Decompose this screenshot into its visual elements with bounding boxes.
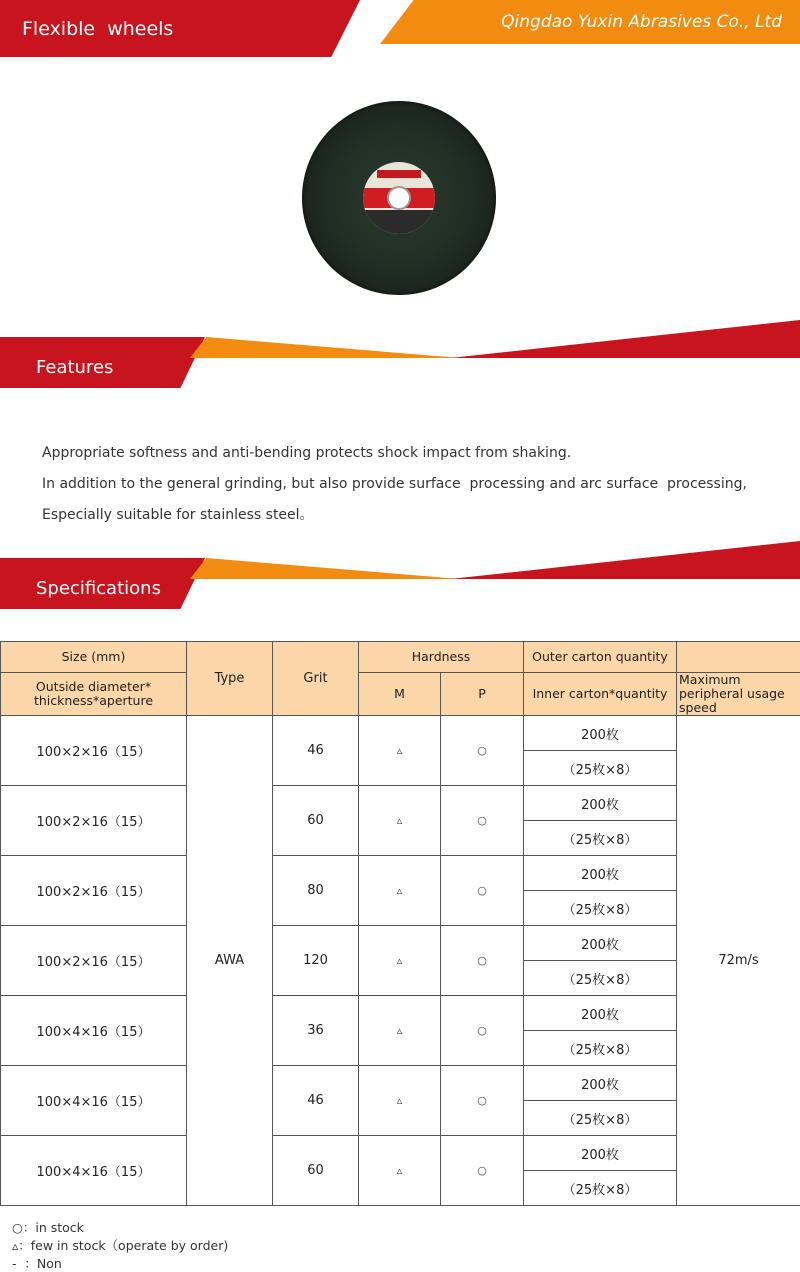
hardness-p-cell: ○ xyxy=(441,716,524,786)
size-cell: 100×4×16（15） xyxy=(1,1136,187,1206)
header-hardness: Hardness xyxy=(359,642,524,673)
features-banner xyxy=(0,320,800,388)
hardness-m-cell: ▵ xyxy=(359,716,441,786)
header-size: Size (mm) xyxy=(1,642,187,673)
grit-cell: 60 xyxy=(273,1136,359,1206)
size-cell: 100×2×16（15） xyxy=(1,786,187,856)
grit-cell: 120 xyxy=(273,926,359,996)
header-blank xyxy=(677,642,800,673)
table-body xyxy=(1,716,800,1206)
hardness-p-cell: ○ xyxy=(441,786,524,856)
header-max-speed: Maximum peripheral usage speed xyxy=(677,673,800,716)
legend-non: - ：Non xyxy=(12,1256,62,1271)
size-cell: 100×4×16（15） xyxy=(1,1066,187,1136)
features-heading: Features xyxy=(36,357,113,378)
outer-carton-cell: 200枚 xyxy=(524,926,677,961)
hardness-p-cell: ○ xyxy=(441,856,524,926)
hardness-p-cell: ○ xyxy=(441,996,524,1066)
inner-carton-cell: （25枚×8） xyxy=(524,961,677,996)
hardness-p-cell: ○ xyxy=(441,1136,524,1206)
hardness-m-cell: ▵ xyxy=(359,926,441,996)
header-size-sub: Outside diameter* thickness*aperture xyxy=(1,673,187,716)
size-cell: 100×4×16（15） xyxy=(1,996,187,1066)
legend-in-stock: ○：in stock xyxy=(12,1220,84,1235)
outer-carton-cell: 200枚 xyxy=(524,856,677,891)
page-title: Flexible wheels xyxy=(22,18,173,40)
header-outer-carton: Outer carton quantity xyxy=(524,642,677,673)
company-name: Qingdao Yuxin Abrasives Co., Ltd xyxy=(501,12,782,32)
hardness-m-cell: ▵ xyxy=(359,1066,441,1136)
hardness-m-cell: ▵ xyxy=(359,786,441,856)
grit-cell: 36 xyxy=(273,996,359,1066)
grit-cell: 60 xyxy=(273,786,359,856)
features-text xyxy=(42,444,782,537)
feature-line: In addition to the general grinding, but also provide surface processing and arc surface processing, xyxy=(42,475,782,494)
inner-carton-cell: （25枚×8） xyxy=(524,1101,677,1136)
outer-carton-cell: 200枚 xyxy=(524,786,677,821)
feature-line: Especially suitable for stainless steel。 xyxy=(42,506,782,525)
header-grit: Grit xyxy=(273,642,359,716)
wheel-label xyxy=(363,162,435,234)
inner-carton-cell: （25枚×8） xyxy=(524,751,677,786)
inner-carton-cell: （25枚×8） xyxy=(524,821,677,856)
header-type: Type xyxy=(187,642,273,716)
specifications-banner xyxy=(0,541,800,609)
header-hardness-p: P xyxy=(441,673,524,716)
size-cell: 100×2×16（15） xyxy=(1,926,187,996)
outer-carton-cell: 200枚 xyxy=(524,1136,677,1171)
legend-few-in-stock: ▵：few in stock（operate by order) xyxy=(12,1238,228,1253)
specifications-heading: Specifications xyxy=(36,578,161,599)
feature-line: Appropriate softness and anti-bending protects shock impact from shaking. xyxy=(42,444,782,463)
outer-carton-cell: 200枚 xyxy=(524,716,677,751)
hardness-p-cell: ○ xyxy=(441,1066,524,1136)
inner-carton-cell: （25枚×8） xyxy=(524,891,677,926)
product-image xyxy=(302,101,496,295)
inner-carton-cell: （25枚×8） xyxy=(524,1171,677,1206)
outer-carton-cell: 200枚 xyxy=(524,996,677,1031)
flexible-wheel-picture xyxy=(302,101,496,295)
outer-carton-cell: 200枚 xyxy=(524,1066,677,1101)
grit-cell: 46 xyxy=(273,716,359,786)
size-cell: 100×2×16（15） xyxy=(1,716,187,786)
wheel-center-hole xyxy=(387,186,411,210)
grit-cell: 46 xyxy=(273,1066,359,1136)
inner-carton-cell: （25枚×8） xyxy=(524,1031,677,1066)
size-cell: 100×2×16（15） xyxy=(1,856,187,926)
hardness-p-cell: ○ xyxy=(441,926,524,996)
hardness-m-cell: ▵ xyxy=(359,856,441,926)
stock-legend xyxy=(4,1203,256,1272)
specifications-table xyxy=(0,641,800,1206)
table-row xyxy=(1,716,800,751)
header-inner-carton: Inner carton*quantity xyxy=(524,673,677,716)
hardness-m-cell: ▵ xyxy=(359,996,441,1066)
grit-cell: 80 xyxy=(273,856,359,926)
type-cell: AWA xyxy=(187,716,273,1206)
top-banner xyxy=(0,0,800,57)
header-hardness-m: M xyxy=(359,673,441,716)
hardness-m-cell: ▵ xyxy=(359,1136,441,1206)
max-speed-cell: 72m/s xyxy=(677,716,800,1206)
